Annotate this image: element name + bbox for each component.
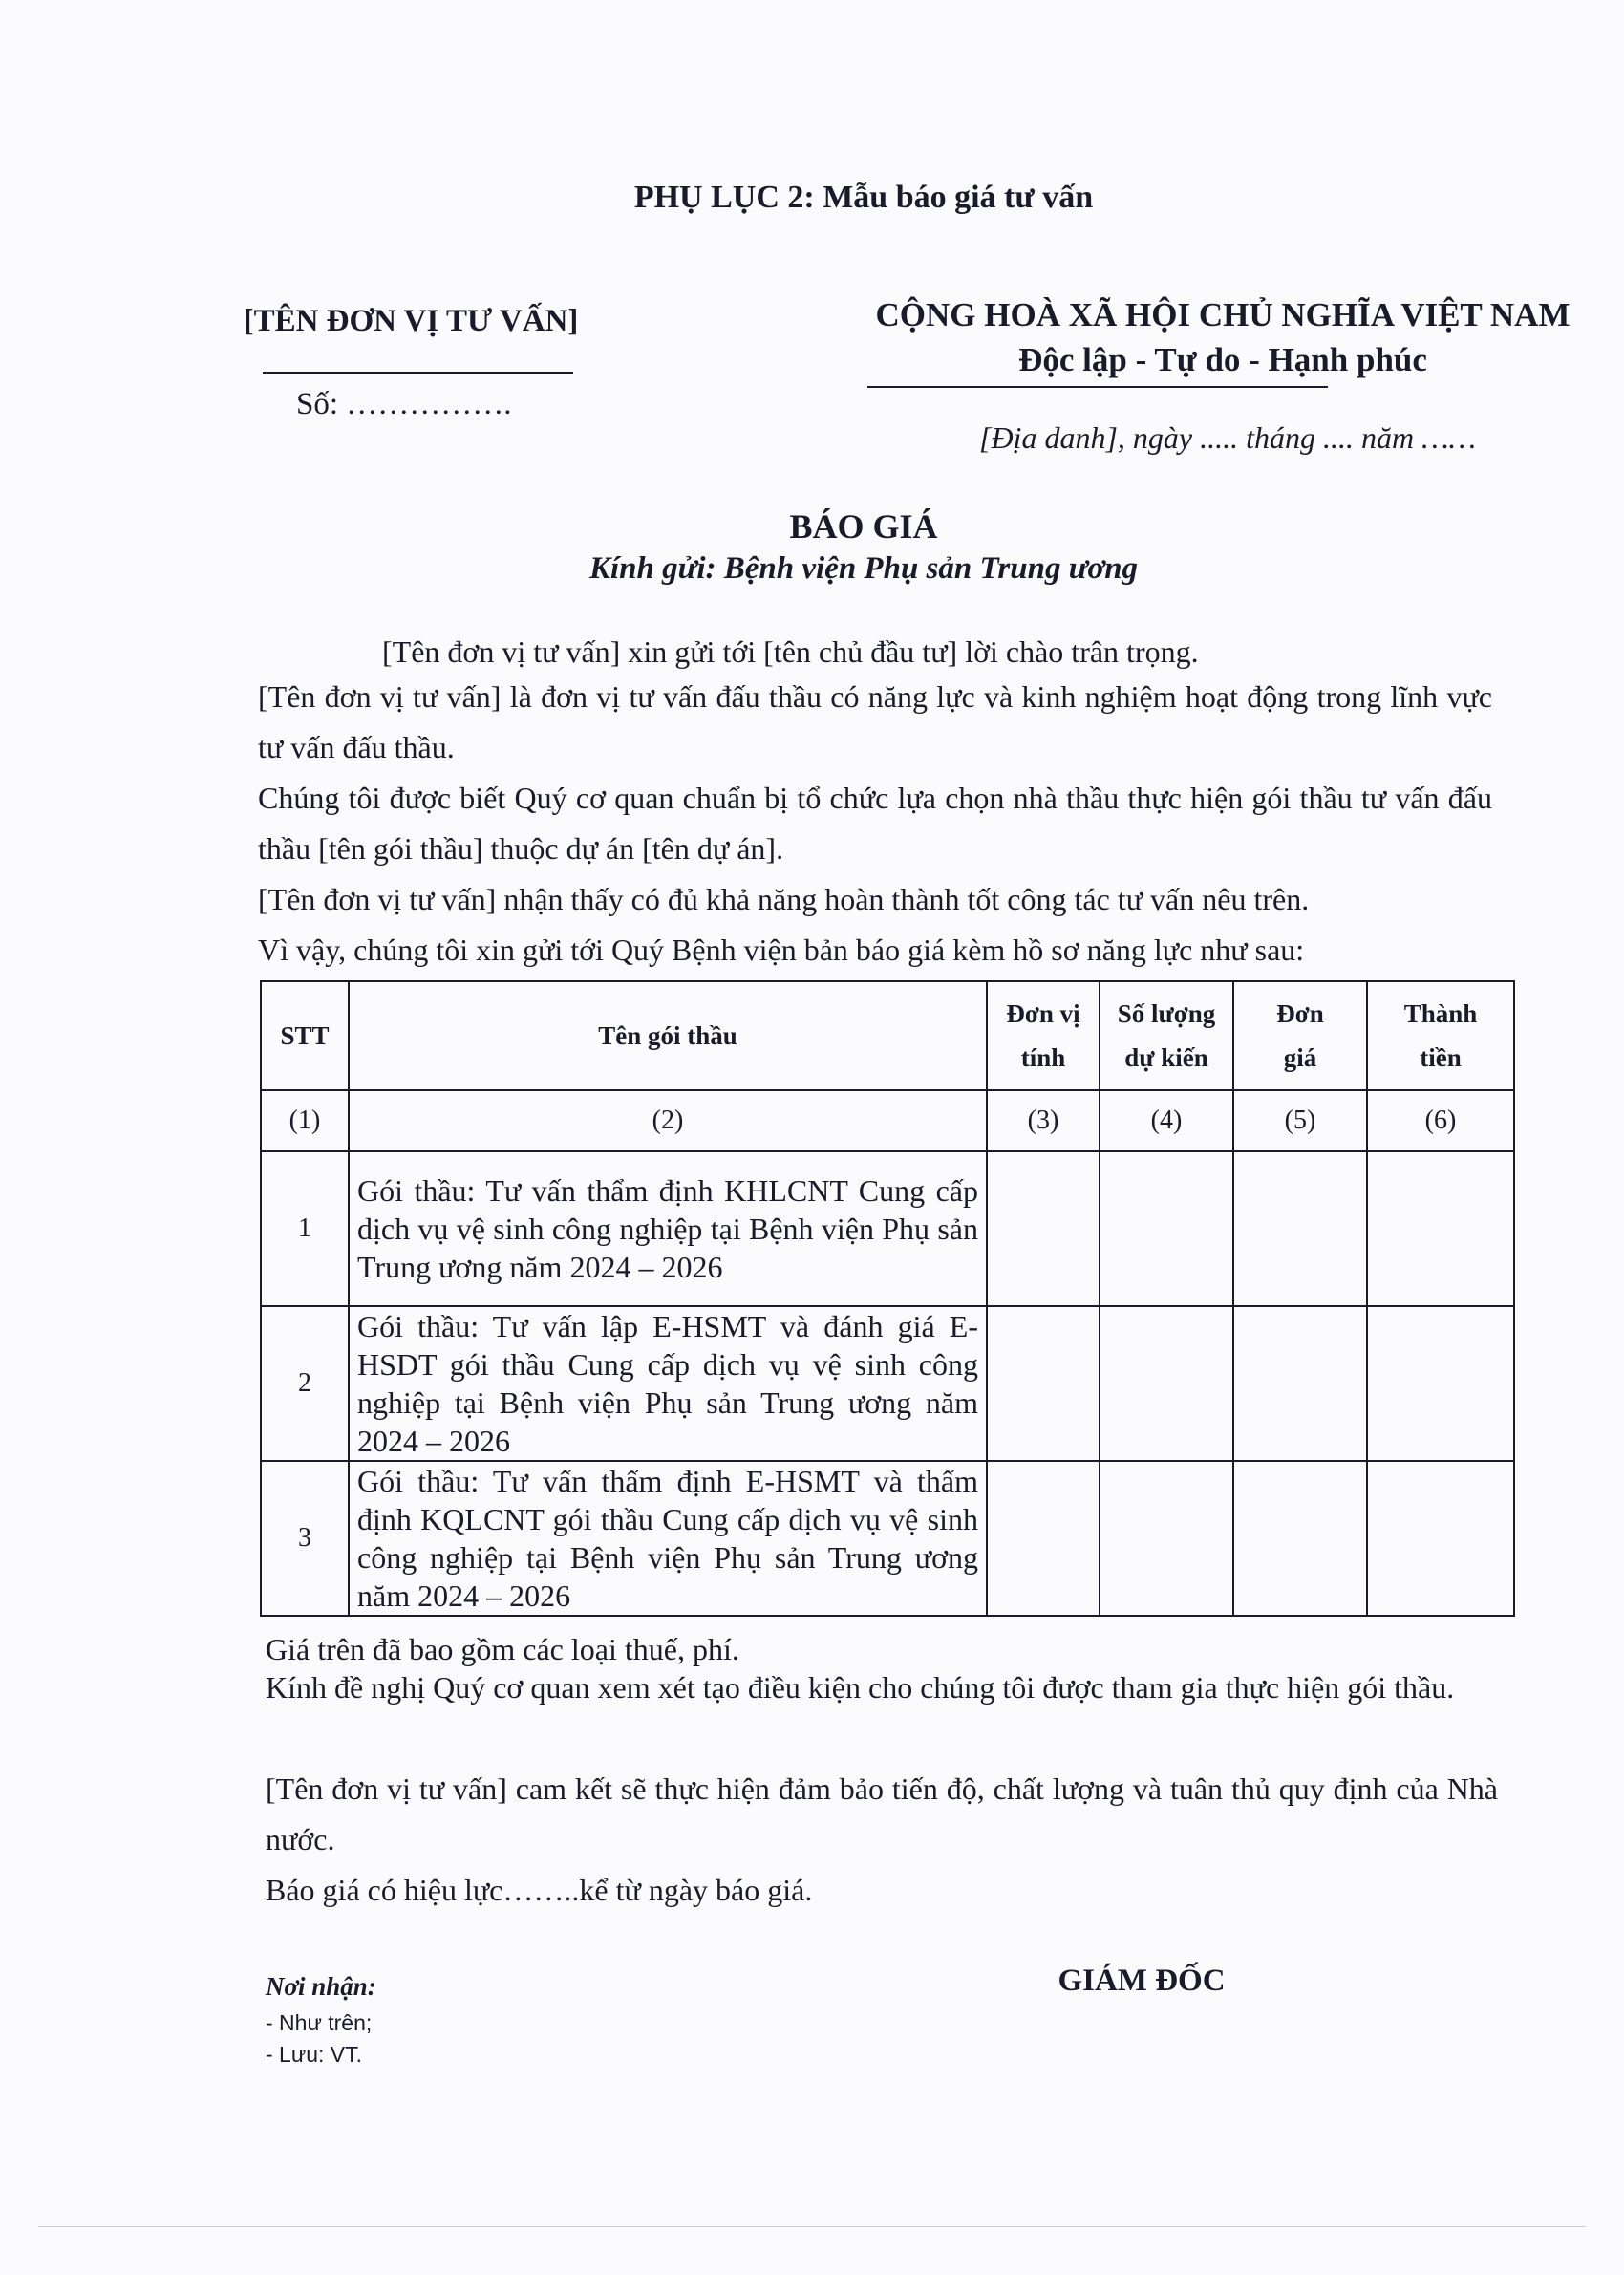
index-cell: (5) [1233, 1090, 1367, 1151]
row-price-cell [1233, 1461, 1367, 1616]
paragraph-greeting: [Tên đơn vị tư vấn] xin gửi tới [tên chủ đầu tư] lời chào trân trọng. [382, 634, 1199, 669]
index-cell: (3) [987, 1090, 1100, 1151]
row-total-cell [1367, 1461, 1514, 1616]
row-price-cell [1233, 1151, 1367, 1306]
national-title: CỘNG HOÀ XÃ HỘI CHỦ NGHĨA VIỆT NAM [875, 296, 1571, 333]
row-quantity-cell [1100, 1151, 1233, 1306]
consultant-unit-name: [TÊN ĐƠN VỊ TƯ VẤN] [243, 304, 579, 338]
header-quantity: Số lượng dự kiến [1100, 981, 1233, 1090]
row-unit-cell [987, 1151, 1100, 1306]
row-stt: 3 [261, 1461, 349, 1616]
header-unit-price: Đơn giá [1233, 981, 1367, 1090]
header-unit: Đơn vị tính [987, 981, 1100, 1090]
row-package-name: Gói thầu: Tư vấn lập E-HSMT và đánh giá E-HSDT gói thầu Cung cấp dịch vụ vệ sinh công nghiệp tại Bệnh viện Phụ sản Trung ương năm 2024 – 2026 [349, 1306, 987, 1461]
recipient-item: - Lưu: VT. [266, 2042, 363, 2067]
row-package-name: Gói thầu: Tư vấn thẩm định KHLCNT Cung cấp dịch vụ vệ sinh công nghiệp tại Bệnh viện Phụ sản Trung ương năm 2024 – 2026 [349, 1151, 987, 1306]
paragraph-capability: [Tên đơn vị tư vấn] nhận thấy có đủ khả năng hoàn thành tốt công tác tư vấn nêu trên. [258, 882, 1310, 916]
index-cell: (2) [349, 1090, 987, 1151]
row-unit-cell [987, 1306, 1100, 1461]
tax-note: Giá trên đã bao gồm các loại thuế, phí. [266, 1632, 739, 1666]
validity-line: Báo giá có hiệu lực……..kể từ ngày báo giá. [266, 1873, 813, 1907]
row-unit-cell [987, 1461, 1100, 1616]
row-total-cell [1367, 1151, 1514, 1306]
index-cell: (4) [1100, 1090, 1233, 1151]
quotation-table [260, 980, 1515, 1617]
paragraph-context: Chúng tôi được biết Quý cơ quan chuẩn bị tổ chức lựa chọn nhà thầu thực hiện gói thầu tư vấn đấu thầu [tên gói thầu] thuộc dự án [tên dự án]. [258, 781, 1492, 866]
appendix-title: PHỤ LỤC 2: Mẫu báo giá tư vấn [633, 180, 1094, 215]
row-total-cell [1367, 1306, 1514, 1461]
paragraph-offer: Vì vậy, chúng tôi xin gửi tới Quý Bệnh viện bản báo giá kèm hồ sơ năng lực như sau: [258, 933, 1305, 967]
motto-underline [867, 386, 1328, 388]
national-motto: Độc lập - Tự do - Hạnh phúc [1018, 341, 1427, 378]
commitment-paragraph: [Tên đơn vị tư vấn] cam kết sẽ thực hiện đảm bảo tiến độ, chất lượng và tuân thủ quy định của Nhà nước. [266, 1771, 1498, 1856]
index-cell: (6) [1367, 1090, 1514, 1151]
index-cell: (1) [261, 1090, 349, 1151]
place-date-line: [Địa danh], ngày ..... tháng .... năm …… [978, 420, 1476, 455]
header-stt: STT [261, 981, 349, 1090]
row-stt: 1 [261, 1151, 349, 1306]
header-underline-left [263, 372, 573, 374]
table-index-row [261, 1090, 1514, 1151]
signature-title: GIÁM ĐỐC [1058, 1964, 1226, 1998]
row-package-name: Gói thầu: Tư vấn thẩm định E-HSMT và thẩm định KQLCNT gói thầu Cung cấp dịch vụ vệ sinh công nghiệp tại Bệnh viện Phụ sản Trung ương năm 2024 – 2026 [349, 1461, 987, 1616]
recipient-line: Kính gửi: Bệnh viện Phụ sản Trung ương [588, 551, 1139, 586]
table-row [261, 1151, 1514, 1306]
recipient-item: - Như trên; [266, 2010, 373, 2035]
header-total: Thành tiền [1367, 981, 1514, 1090]
header-package-name: Tên gói thầu [349, 981, 987, 1090]
document-number: Số: ……………. [296, 387, 512, 421]
paragraph-introduction: [Tên đơn vị tư vấn] là đơn vị tư vấn đấu thầu có năng lực và kinh nghiệm hoạt động trong lĩnh vực tư vấn đấu thầu. [258, 679, 1492, 764]
table-row [261, 1306, 1514, 1461]
row-quantity-cell [1100, 1461, 1233, 1616]
table-row [261, 1461, 1514, 1616]
document-title: BÁO GIÁ [789, 507, 938, 546]
row-stt: 2 [261, 1306, 349, 1461]
recipients-title: Nơi nhận: [266, 1972, 376, 2001]
request-paragraph: Kính đề nghị Quý cơ quan xem xét tạo điều kiện cho chúng tôi được tham gia thực hiện gói thầu. [266, 1670, 1455, 1705]
scan-edge-line [38, 2226, 1586, 2227]
row-quantity-cell [1100, 1306, 1233, 1461]
row-price-cell [1233, 1306, 1367, 1461]
